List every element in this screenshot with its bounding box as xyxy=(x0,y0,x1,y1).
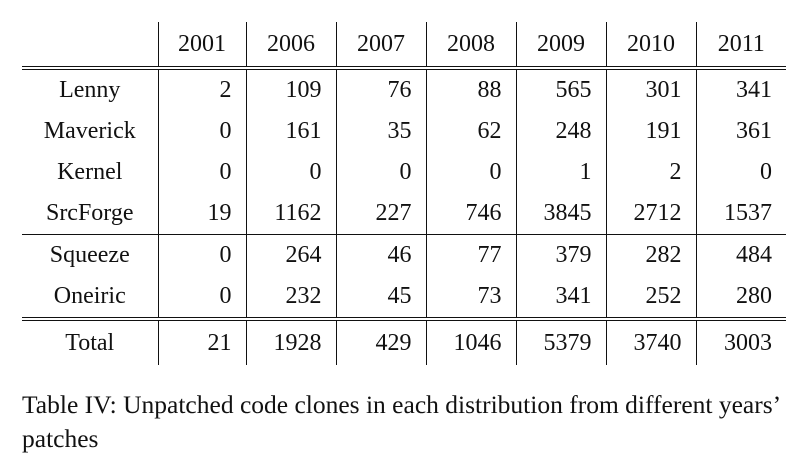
cell: 77 xyxy=(426,235,516,277)
cell: 5379 xyxy=(516,319,606,365)
cell: 0 xyxy=(696,152,786,193)
table-row xyxy=(22,235,786,277)
cell: 0 xyxy=(426,152,516,193)
table-row xyxy=(22,276,786,319)
cell: 565 xyxy=(516,68,606,111)
cell: 88 xyxy=(426,68,516,111)
cell: 35 xyxy=(336,111,426,152)
cell: 0 xyxy=(246,152,336,193)
cell: 227 xyxy=(336,193,426,235)
cell: 379 xyxy=(516,235,606,277)
cell: 73 xyxy=(426,276,516,319)
cell: 2 xyxy=(606,152,696,193)
row-label: Lenny xyxy=(59,77,121,103)
cell: 1537 xyxy=(696,193,786,235)
header-row xyxy=(22,22,786,68)
header-cell: 2009 xyxy=(516,22,606,68)
cell: 282 xyxy=(606,235,696,277)
cell: 341 xyxy=(516,276,606,319)
cell: 341 xyxy=(696,68,786,111)
cell: 746 xyxy=(426,193,516,235)
clone-table xyxy=(22,22,786,365)
header-cell: 2008 xyxy=(426,22,516,68)
cell: 429 xyxy=(336,319,426,365)
table-row xyxy=(22,152,786,193)
cell: 0 xyxy=(336,152,426,193)
row-label: Squeeze xyxy=(22,235,158,277)
cell: 361 xyxy=(696,111,786,152)
row-label: Kernel xyxy=(57,159,123,185)
cell: 46 xyxy=(336,235,426,277)
cell: 484 xyxy=(696,235,786,277)
cell: 232 xyxy=(246,276,336,319)
table-row xyxy=(22,68,786,111)
header-cell xyxy=(22,22,158,68)
row-label: Total xyxy=(22,319,158,365)
cell: 45 xyxy=(336,276,426,319)
cell: 21 xyxy=(158,319,246,365)
cell: 109 xyxy=(246,68,336,111)
cell: 0 xyxy=(158,152,246,193)
cell: 280 xyxy=(696,276,786,319)
row-label: Oneiric xyxy=(53,283,126,309)
cell: 264 xyxy=(246,235,336,277)
cell: 248 xyxy=(516,111,606,152)
table-caption: Table IV: Unpatched code clones in each distribution from different years’ patches xyxy=(22,390,780,453)
cell: 62 xyxy=(426,111,516,152)
cell: 0 xyxy=(158,235,246,277)
cell: 161 xyxy=(246,111,336,152)
cell: 301 xyxy=(606,68,696,111)
table-row xyxy=(22,111,786,152)
row-label: Maverick xyxy=(43,118,136,144)
table-row xyxy=(22,193,786,235)
cell: 76 xyxy=(336,68,426,111)
cell: 0 xyxy=(158,111,246,152)
header-cell: 2001 xyxy=(158,22,246,68)
cell: 19 xyxy=(158,193,246,235)
header-cell: 2006 xyxy=(246,22,336,68)
cell: 3845 xyxy=(516,193,606,235)
cell: 191 xyxy=(606,111,696,152)
cell: 252 xyxy=(606,276,696,319)
header-cell: 2011 xyxy=(696,22,786,68)
cell: 2712 xyxy=(606,193,696,235)
cell: 3740 xyxy=(606,319,696,365)
cell: 2 xyxy=(158,68,246,111)
cell: 1046 xyxy=(426,319,516,365)
header-cell: 2010 xyxy=(606,22,696,68)
header-cell: 2007 xyxy=(336,22,426,68)
cell: 1 xyxy=(516,152,606,193)
row-label: SrcForge xyxy=(45,200,134,226)
cell: 3003 xyxy=(696,319,786,365)
total-row xyxy=(22,319,786,365)
cell: 1928 xyxy=(246,319,336,365)
cell: 1162 xyxy=(246,193,336,235)
cell: 0 xyxy=(158,276,246,319)
